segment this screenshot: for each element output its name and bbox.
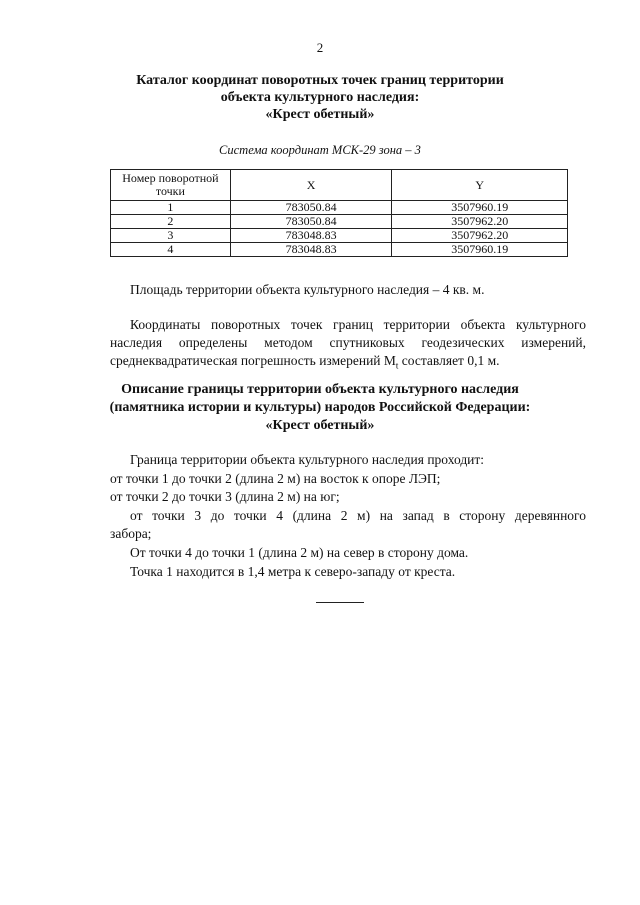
method-line3-tail: составляет 0,1 м. — [398, 353, 500, 368]
page-number: 2 — [316, 40, 324, 55]
cell-y: 3507960.19 — [392, 243, 568, 257]
description-segment-1: от точки 1 до точки 2 (длина 2 м) на восток к опоре ЛЭП; — [110, 470, 441, 486]
cell-y: 3507962.20 — [392, 229, 568, 243]
heading2-line1: Описание границы территории объекта культурного наследия — [121, 382, 519, 397]
header-y: Y — [392, 170, 568, 201]
cell-x: 783050.84 — [230, 215, 392, 229]
catalog-title — [0, 72, 640, 123]
method-line3-text: среднеквадратическая погрешность измерений М — [110, 353, 396, 368]
cell-x: 783048.83 — [230, 243, 392, 257]
header-x: X — [230, 170, 392, 201]
table-header-row — [111, 170, 568, 201]
catalog-title-line2: объекта культурного наследия: — [220, 90, 420, 105]
boundary-description — [110, 451, 586, 581]
catalog-title-line3: «Крест обетный» — [265, 107, 375, 122]
cell-point: 4 — [111, 243, 231, 257]
description-intro: Граница территории объекта культурного наследия проходит: — [130, 452, 485, 467]
catalog-title-line1: Каталог координат поворотных точек границ территории — [136, 73, 504, 88]
coordinates-table — [110, 169, 568, 257]
heading2-line2: (памятника истории и культуры) народов Российской Федерации: — [109, 400, 531, 415]
description-segment-4: От точки 4 до точки 1 (длина 2 м) на север в сторону дома. — [130, 544, 469, 560]
cell-point: 1 — [111, 201, 231, 215]
method-line2: наследия определены методом спутниковых геодезических измерений, — [110, 335, 586, 350]
method-subscript: t — [395, 360, 399, 371]
description-note: Точка 1 находится в 1,4 метра к северо-западу от креста. — [130, 563, 456, 579]
cell-y: 3507962.20 — [392, 215, 568, 229]
cell-point: 2 — [111, 215, 231, 229]
area-paragraph — [110, 281, 586, 299]
description-segment-2: от точки 2 до точки 3 (длина 2 м) на юг; — [110, 489, 340, 505]
area-text: Площадь территории объекта культурного наследия – 4 кв. м. — [130, 282, 485, 297]
table-row — [111, 201, 568, 215]
method-line3 — [110, 352, 586, 375]
method-line1: Координаты поворотных точек границ территории объекта культурного — [130, 317, 586, 332]
heading2-line3: «Крест обетный» — [265, 418, 375, 433]
table-row — [111, 243, 568, 257]
cell-point: 3 — [111, 229, 231, 243]
header-point-number: Номер поворотной точки — [111, 170, 231, 201]
cell-x: 783048.83 — [230, 229, 392, 243]
closing-rule — [316, 602, 364, 603]
table-row — [111, 229, 568, 243]
description-segment-3-cont: забора; — [110, 526, 152, 542]
method-paragraph — [110, 316, 586, 375]
description-segment-3: от точки 3 до точки 4 (длина 2 м) на запад в сторону деревянного — [130, 507, 586, 523]
cell-x: 783050.84 — [230, 201, 392, 215]
boundary-description-heading — [0, 381, 640, 435]
coordinate-system-caption: Система координат МСК-29 зона – 3 — [219, 143, 421, 157]
table-row — [111, 215, 568, 229]
cell-y: 3507960.19 — [392, 201, 568, 215]
